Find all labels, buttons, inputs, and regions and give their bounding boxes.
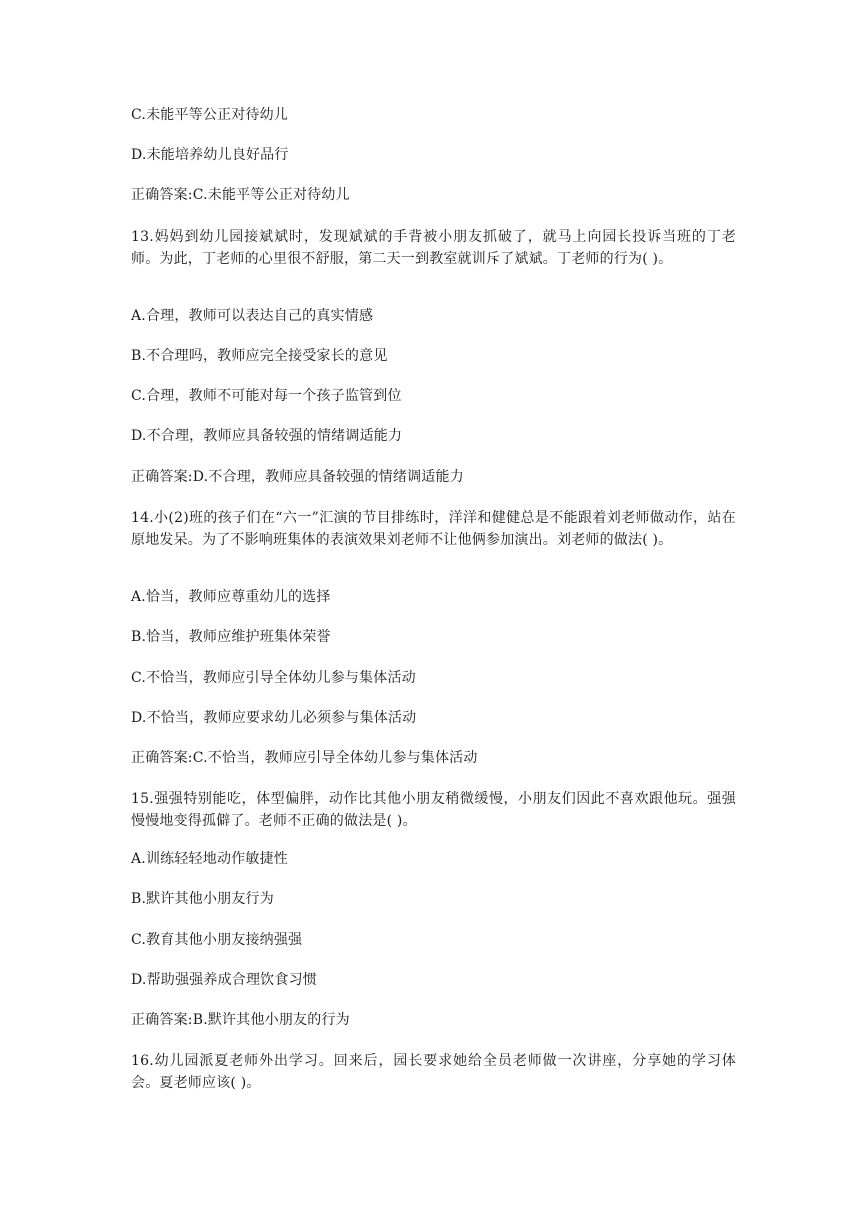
option-c-q12: C.未能平等公正对待幼儿 [131,107,289,123]
option-a-q13: A.合理，教师可以表达自己的真实情感 [131,308,374,324]
answer-q12: 正确答案:C.未能平等公正对待幼儿 [131,187,350,203]
question-16: 16.幼儿园派夏老师外出学习。回来后，园长要求她给全员老师做一次讲座，分享她的学习体会。夏老师应该( )。 [131,1053,736,1091]
answer-q15: 正确答案:B.默许其他小朋友的行为 [131,1012,350,1028]
question-15: 15.强强特别能吃，体型偏胖，动作比其他小朋友稍微缓慢，小朋友们因此不喜欢跟他玩。强强慢慢地变得孤僻了。老师不正确的做法是( )。 [131,791,736,829]
option-b-q13: B.不合理吗，教师应完全接受家长的意见 [131,348,388,364]
option-c-q14: C.不恰当，教师应引导全体幼儿参与集体活动 [131,670,416,686]
option-b-q14: B.恰当，教师应维护班集体荣誉 [131,629,331,645]
option-d-q15: D.帮助强强养成合理饮食习惯 [131,972,317,988]
option-c-q15: C.教育其他小朋友接纳强强 [131,932,303,948]
answer-q13: 正确答案:D.不合理，教师应具备较强的情绪调适能力 [131,469,464,485]
option-d-q13: D.不合理，教师应具备较强的情绪调适能力 [131,428,403,444]
option-c-q13: C.合理，教师不可能对每一个孩子监管到位 [131,388,402,404]
option-a-q14: A.恰当，教师应尊重幼儿的选择 [131,589,331,605]
question-13: 13.妈妈到幼儿园接斌斌时，发现斌斌的手背被小朋友抓破了，就马上向园长投诉当班的丁老师。为此，丁老师的心里很不舒服，第二天一到教室就训斥了斌斌。丁老师的行为( )。 [131,229,736,267]
option-b-q15: B.默许其他小朋友行为 [131,891,274,907]
question-14: 14.小(2)班的孩子们在“六一”汇演的节目排练时，洋洋和健健总是不能跟着刘老师做动作，站在原地发呆。为了不影响班集体的表演效果刘老师不让他俩参加演出。刘老师的做法( )。 [131,510,736,548]
option-a-q15: A.训练轻轻地动作敏捷性 [131,851,288,867]
option-d-q14: D.不恰当，教师应要求幼儿必须参与集体活动 [131,710,417,726]
answer-q14: 正确答案:C.不恰当，教师应引导全体幼儿参与集体活动 [131,750,478,766]
option-d-q12: D.未能培养幼儿良好品行 [131,147,289,163]
